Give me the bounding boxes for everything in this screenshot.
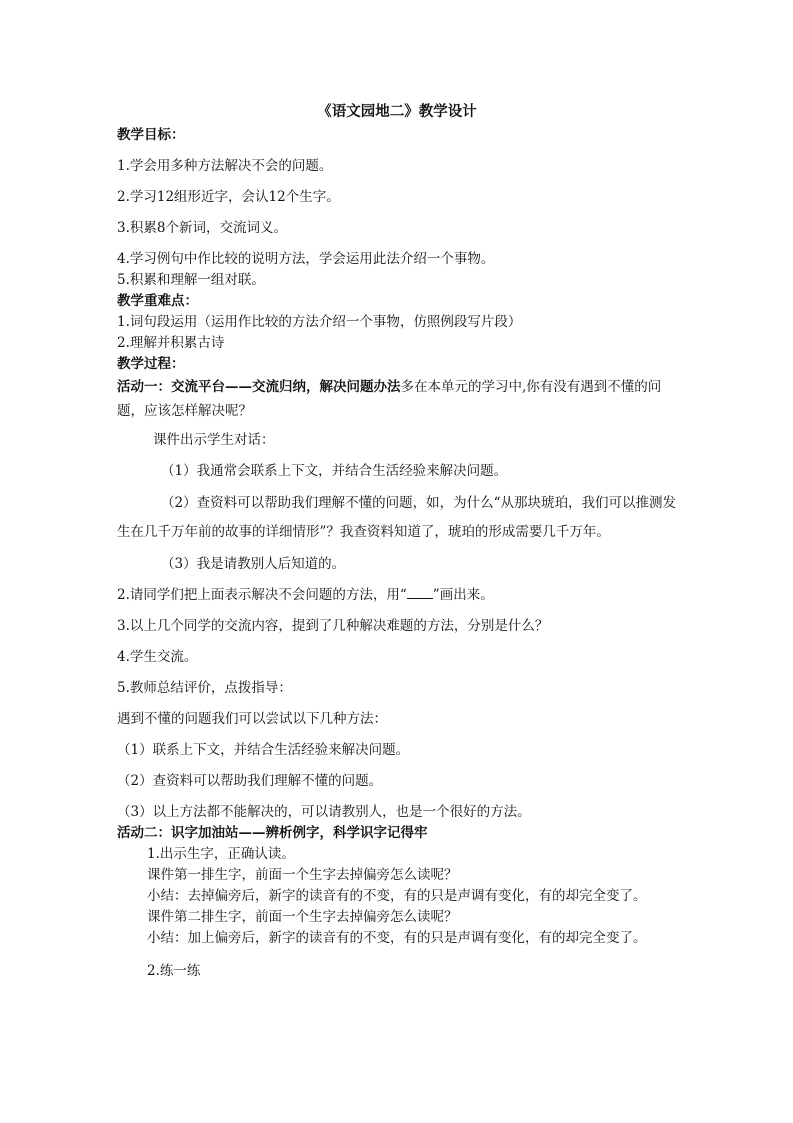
activity1-heading: [117, 375, 677, 423]
step2-text-after: ”画出来。: [432, 587, 494, 603]
activity1-heading-title: 活动一：交流平台——交流归纳，解决问题办法: [117, 379, 401, 395]
method-item: （3）以上方法都不能解决的，可以请教别人，也是一个很好的方法。: [117, 804, 531, 820]
document-title: 《语文园地二》教学设计: [317, 103, 477, 120]
dialog-item: （2）查资料可以帮助我们理解不懂的问题，如，为什么“从那块琥珀，我们可以推测发生在几千万年前的故事的详细情形”？我查资料知道了，琥珀的形成需要几千万年。: [117, 495, 676, 540]
activity1-heading-question: 多在本单元的学习中,你有没有遇到不懂的问题，应该怎样解决呢？: [117, 379, 662, 419]
method-item: （1）联系上下文，并结合生活经验来解决问题。: [117, 742, 410, 758]
activity2-step: 1.出示生字，正确认读。: [147, 846, 295, 862]
step-item: 4.学生交流。: [117, 649, 198, 665]
activity2-summary: 小结：加上偏旁后，新字的读音有的不变，有的只是声调有变化，有的却完全变了。: [147, 930, 647, 946]
method-item: （2）查资料可以帮助我们理解不懂的问题。: [117, 773, 383, 789]
key-point-item: 2.理解并积累古诗: [117, 335, 225, 351]
activity2-heading: 活动二：识字加油站——辨析例字，科学识字记得牢: [117, 825, 428, 841]
step-item: 3.以上几个同学的交流内容，提到了几种解决难题的方法，分别是什么？: [117, 618, 549, 634]
key-points-heading: 教学重难点：: [117, 293, 198, 309]
step-item: [117, 585, 677, 606]
activity2-question: 课件第一排生字，前面一个生字去掉偏旁怎么读呢？: [147, 867, 458, 883]
goal-item: 5.积累和理解一组对联。: [117, 272, 265, 288]
step2-text-before: 2.请同学们把上面表示解决不会问题的方法，用“: [117, 587, 407, 603]
summary-intro: 遇到不懂的问题我们可以尝试以下几种方法：: [117, 711, 387, 727]
activity2-summary: 小结：去掉偏旁后，新字的读音有的不变，有的只是声调有变化，有的却完全变了。: [147, 888, 647, 904]
goals-heading: 教学目标：: [117, 127, 185, 143]
step-item: 5.教师总结评价，点拨指导：: [117, 680, 292, 696]
goal-item: 3.积累8个新词，交流词义。: [117, 220, 287, 236]
courseware-note: 课件出示学生对话：: [153, 432, 275, 448]
underline-blank: [407, 585, 433, 599]
activity2-question: 课件第二排生字，前面一个生字去掉偏旁怎么读呢？: [147, 909, 458, 925]
dialog-item: （1）我通常会联系上下文，并结合生活经验来解决问题。: [161, 463, 508, 479]
process-heading: 教学过程：: [117, 356, 185, 372]
goal-item: 2.学习12组形近字，会认12个生字。: [117, 189, 340, 205]
goal-item: 4.学习例句中作比较的说明方法，学会运用此法介绍一个事物。: [117, 251, 495, 267]
goal-item: 1.学会用多种方法解决不会的问题。: [117, 158, 333, 174]
key-point-item: 1.词句段运用（运用作比较的方法介绍一个事物，仿照例段写片段）: [117, 314, 522, 330]
dialog-item: （3）我是请教别人后知道的。: [161, 556, 346, 572]
activity2-step: 2.练一练: [147, 963, 201, 979]
document-body: [117, 100, 677, 982]
